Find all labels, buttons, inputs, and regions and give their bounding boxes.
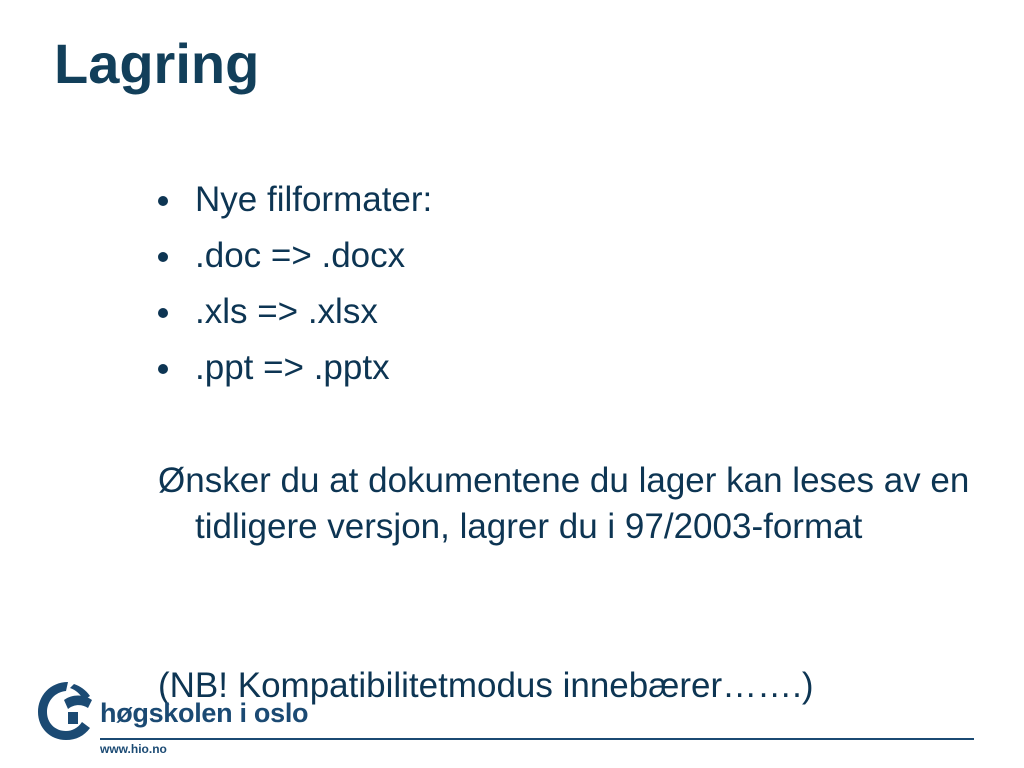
bullet-item xyxy=(158,288,432,344)
hio-logo-mark-icon xyxy=(34,676,102,744)
bullet-dot-icon xyxy=(158,364,168,374)
logo-wordmark: høgskolen i oslo xyxy=(100,698,309,728)
hio-logo xyxy=(34,676,334,761)
bullet-item xyxy=(158,232,432,288)
bullet-dot-icon xyxy=(158,196,168,206)
bullet-dot-icon xyxy=(158,308,168,318)
bullet-text: .doc => .docx xyxy=(195,236,406,275)
logo-url: www.hio.no xyxy=(100,742,167,756)
bullet-item xyxy=(158,344,432,400)
compatibility-paragraph: Ønsker du at dokumentene du lager kan leses av en tidligere versjon, lagrer du i 97/2003-format xyxy=(158,461,970,546)
bullet-item xyxy=(158,176,432,232)
bullet-text: .ppt => .pptx xyxy=(195,348,390,387)
bullet-text: .xls => .xlsx xyxy=(195,292,378,331)
bullet-text: Nye filformater: xyxy=(195,180,433,219)
bullet-list xyxy=(158,176,432,400)
slide-title: Lagring xyxy=(54,32,260,95)
note-paragraph: (NB! Kompatibilitetmodus innebærer…….) xyxy=(158,666,814,705)
bullet-dot-icon xyxy=(158,252,168,262)
footer-divider xyxy=(100,738,974,740)
